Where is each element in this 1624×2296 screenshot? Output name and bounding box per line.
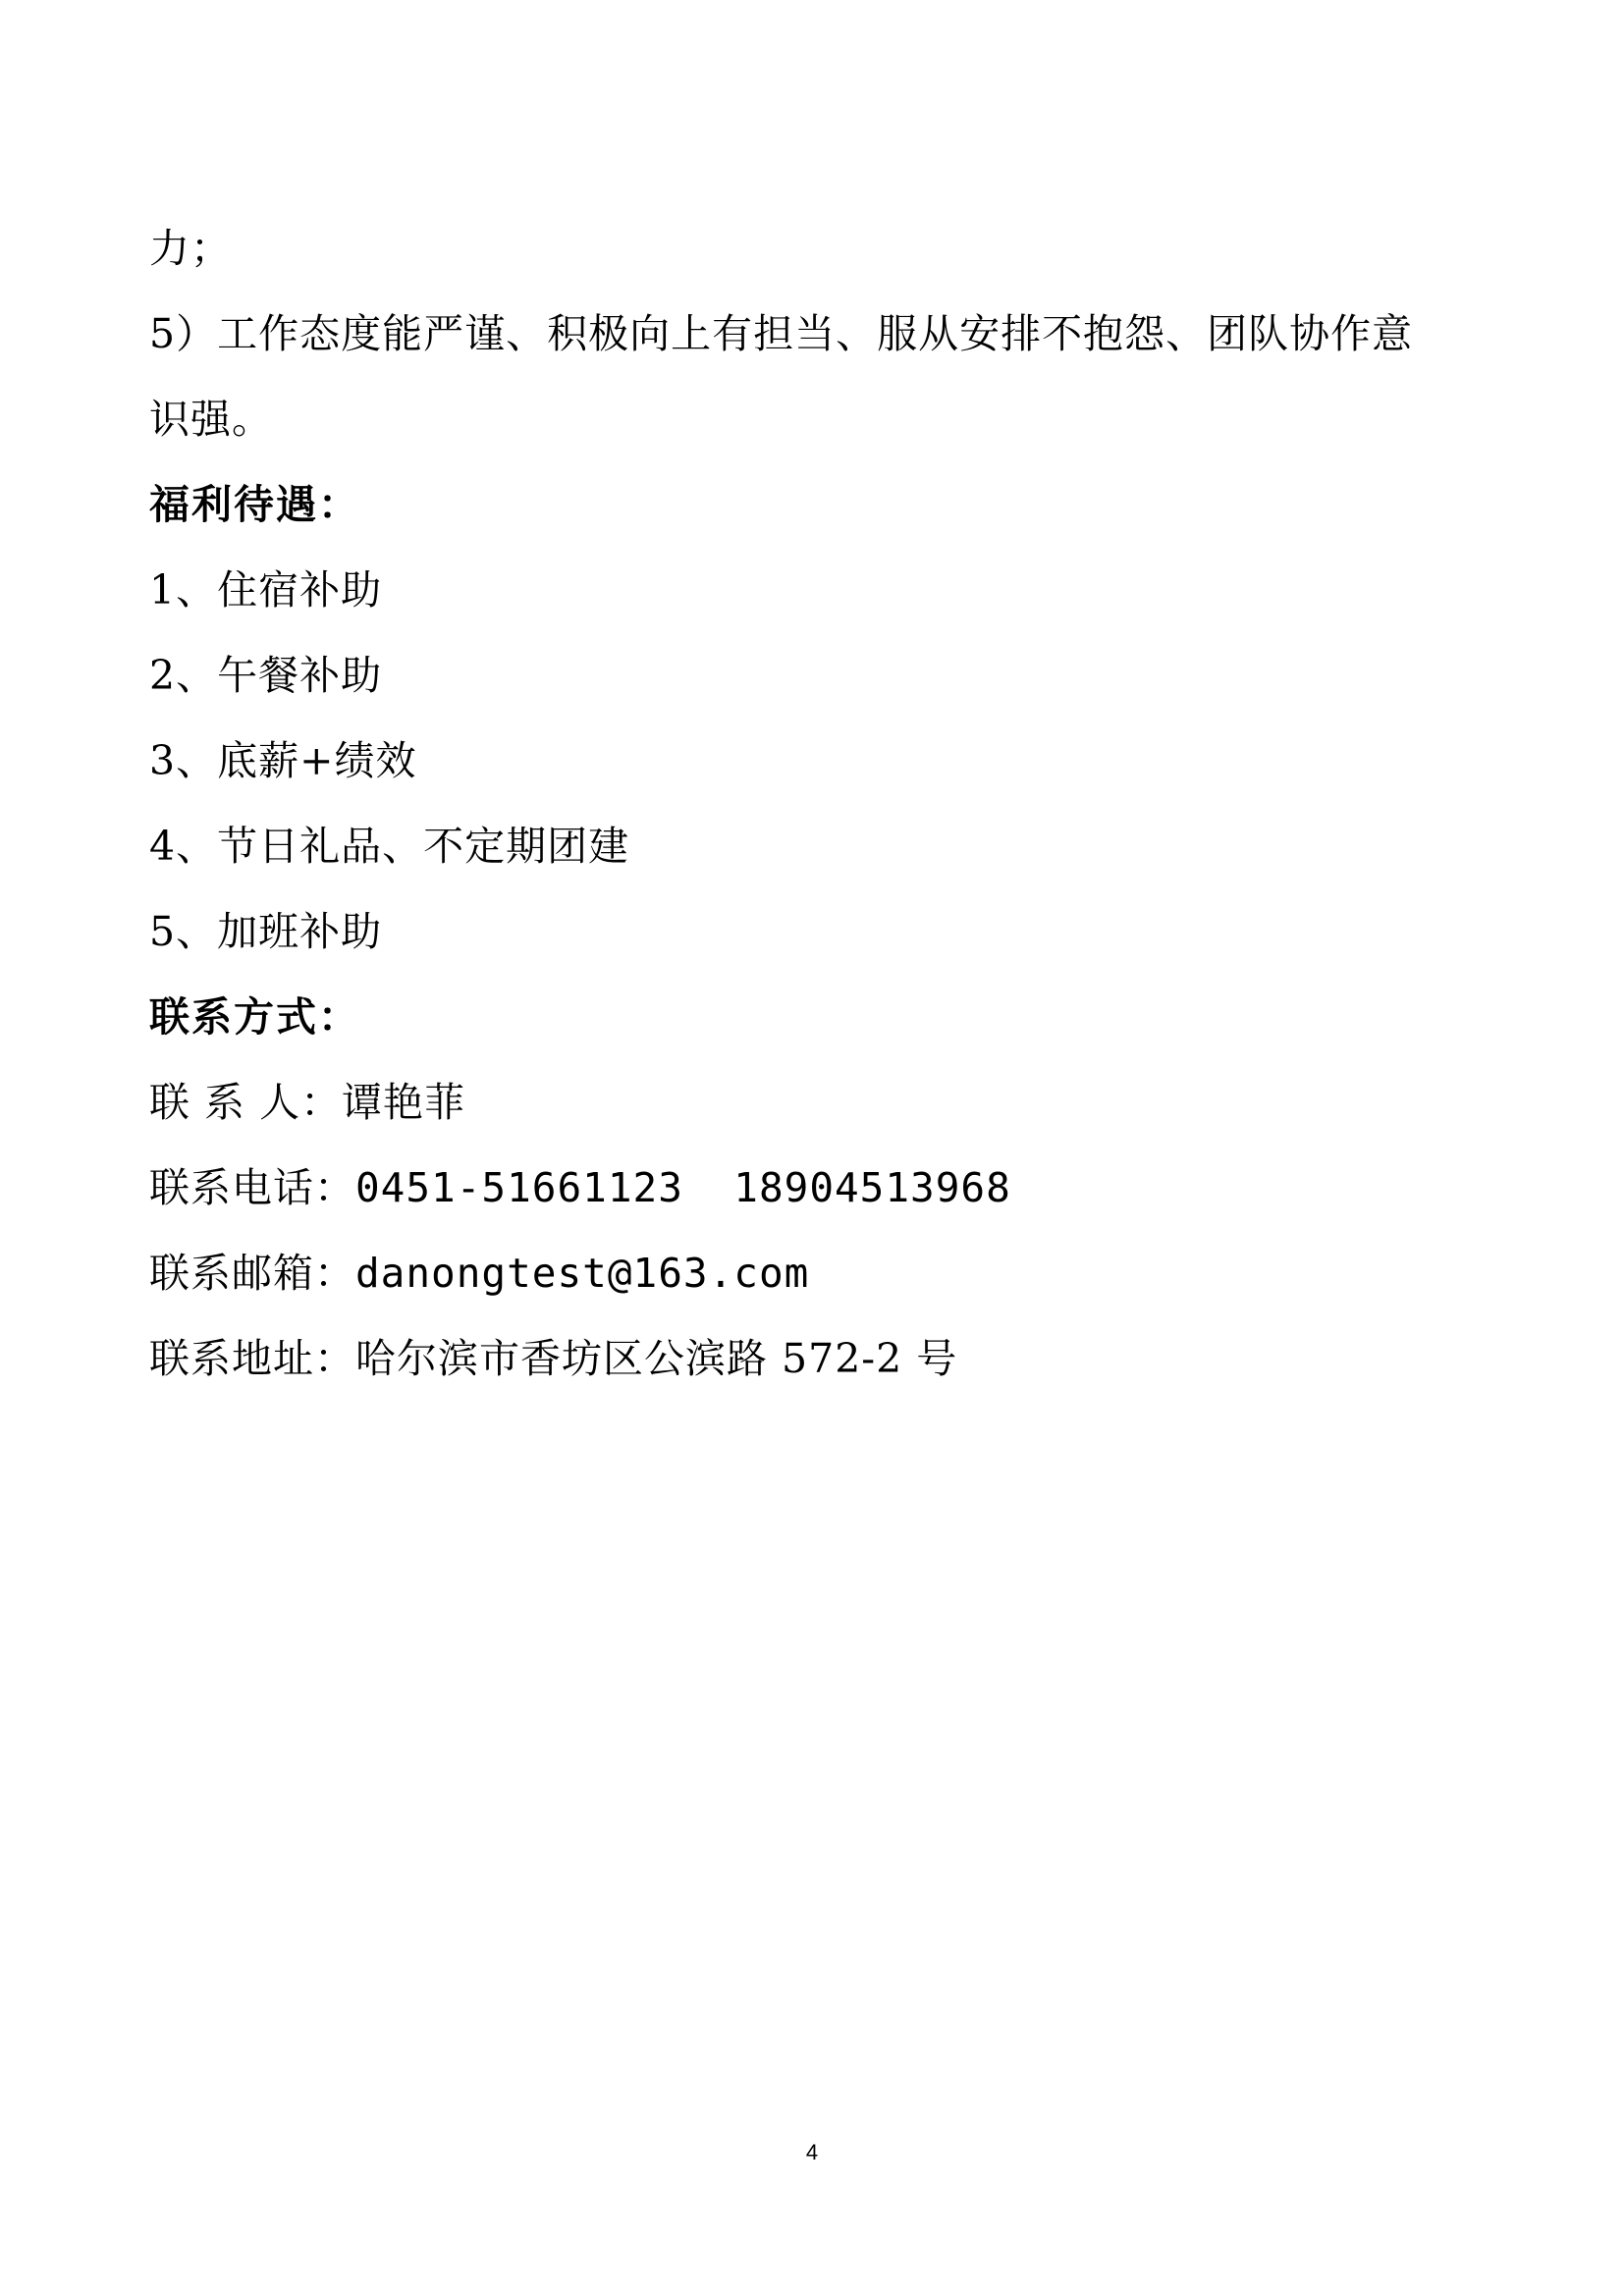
contact-phone-label: 联系电话： (149, 1164, 355, 1211)
contact-heading: 联系方式： (149, 993, 360, 1041)
continuation-text: 力； (149, 225, 232, 272)
requirement-item-5: 5）工作态度能严谨、积极向上有担当、服从安排不抱怨、团队协作意 (149, 310, 1414, 357)
contact-address-row (149, 1316, 1494, 1402)
benefit-item: 4、节日礼品、不定期团建 (149, 823, 630, 870)
requirement-item-5-continued: 识强。 (149, 396, 273, 443)
page-number: 4 (805, 2140, 819, 2164)
benefit-item: 1、住宿补助 (149, 566, 383, 614)
document-body (149, 206, 1494, 1402)
contact-email-value: danongtest@163.com (355, 1250, 810, 1297)
contact-address-value: 哈尔滨市香坊区公滨路 572-2 号 (355, 1335, 958, 1382)
contact-person-row (149, 1060, 1494, 1146)
contact-phone-value: 0451-51661123 18904513968 (355, 1164, 1011, 1211)
benefits-heading: 福利待遇： (149, 481, 360, 528)
contact-email-row (149, 1231, 1494, 1316)
contact-email-label: 联系邮箱： (149, 1250, 355, 1297)
contact-phone-row (149, 1146, 1494, 1231)
contact-person-value: 谭艳菲 (342, 1079, 466, 1126)
benefit-item: 5、加班补助 (149, 908, 383, 955)
benefit-item: 2、午餐补助 (149, 652, 383, 699)
contact-address-label: 联系地址： (149, 1335, 355, 1382)
benefit-item: 3、底薪+绩效 (149, 737, 417, 784)
contact-person-label: 联 系 人： (149, 1079, 343, 1126)
